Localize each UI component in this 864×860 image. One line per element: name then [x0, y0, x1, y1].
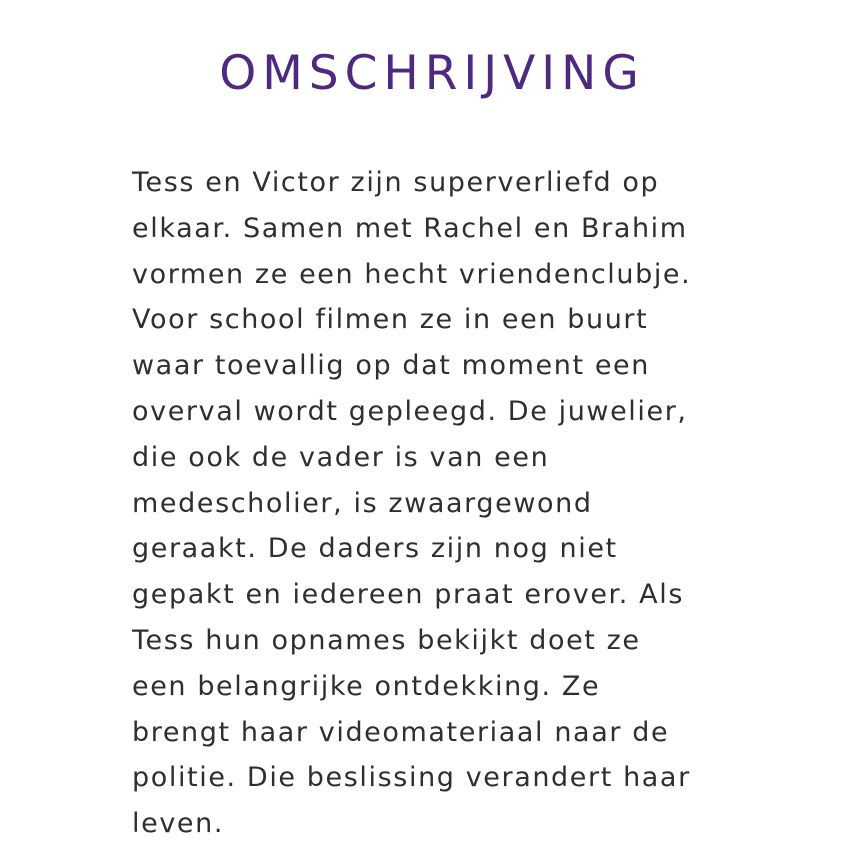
description-line: Tess en Victor zijn superverliefd op — [132, 167, 660, 198]
description-line: elkaar. Samen met Rachel en Brahim — [132, 212, 688, 244]
description-line: waar toevallig op dat moment een — [132, 350, 650, 382]
description-line: leven. — [132, 808, 224, 840]
description-line: geraakt. De daders zijn nog niet — [132, 533, 618, 565]
description-line: brengt haar videomateriaal naar de — [132, 716, 670, 748]
description-line: een belangrijke ontdekking. Ze — [132, 670, 601, 702]
description-line: Tess hun opnames bekijkt doet ze — [132, 624, 641, 656]
description-text — [132, 160, 762, 847]
description-line: Voor school filmen ze in een buurt — [132, 304, 649, 336]
description-line: politie. Die beslissing verandert haar — [132, 762, 691, 794]
description-line: die ook de vader is van een — [132, 441, 550, 473]
description-line: overval wordt gepleegd. De juwelier, — [132, 395, 688, 427]
description-line: medescholier, is zwaargewond — [132, 487, 593, 519]
section-title: OMSCHRIJVING — [219, 46, 645, 101]
description-line: gepakt en iedereen praat erover. Als — [132, 579, 684, 611]
description-line: vormen ze een hecht vriendenclubje. — [132, 258, 692, 290]
